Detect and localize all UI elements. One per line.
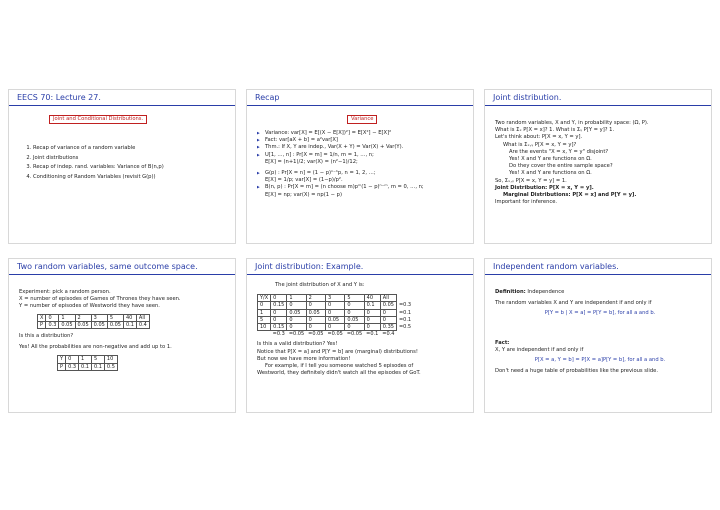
slide-lecture-title: [8, 89, 236, 244]
table-cell: =0.05: [308, 331, 324, 338]
table-cell: 0.1: [91, 363, 104, 370]
table-cell: Y: [58, 356, 66, 363]
table-cell: 0.4: [136, 321, 149, 328]
outline-item: 1. Recap of variance of a random variable: [33, 144, 229, 154]
text-line: Notice that P[X = a] and P[Y = b] are (marginal) distributions!: [257, 348, 418, 355]
table-cell: 0.15: [271, 302, 287, 309]
y-distribution-table: [57, 355, 118, 370]
table-cell: =0.1: [366, 331, 379, 338]
table-cell: =0.05: [288, 331, 305, 338]
intro-text: The joint distribution of X and Y is:: [275, 282, 365, 288]
table-cell: 0: [258, 302, 271, 309]
outline-item: 4. Conditioning of Random Variables (revisit G(p)): [33, 173, 229, 183]
table-cell: 0.3: [66, 363, 79, 370]
topic-box: Joint and Conditional Distributions.: [49, 115, 147, 124]
outline-item: 3. Recap of indep. rand. variables: Variance of B(n,p): [33, 163, 229, 173]
table-cell: 0.05: [306, 309, 325, 316]
recap-line: E[X] = np; var(X) = np(1 − p): [265, 191, 342, 198]
table-cell: 0: [306, 316, 325, 323]
table-row: [258, 324, 414, 331]
table-cell: 0: [380, 309, 396, 316]
table-cell: 0.05: [107, 321, 123, 328]
table-cell: =0.05: [346, 331, 363, 338]
table-cell: 0: [325, 302, 344, 309]
table-cell: 1: [79, 356, 92, 363]
outline-list: [33, 144, 229, 182]
table-cell: 0.05: [91, 321, 107, 328]
table-cell: =0.1: [398, 309, 412, 316]
table-row: [258, 316, 414, 323]
recap-list: [257, 130, 467, 159]
fact-text: X, Y are independent if and only if: [495, 346, 584, 353]
text-line: For example, if I tell you someone watched 5 episodes of: [265, 363, 414, 370]
table-cell: 0: [345, 302, 364, 309]
slide-title: Independent random variables.: [485, 259, 711, 275]
table-cell: =0.3: [398, 302, 412, 309]
table-cell: =0.1: [398, 316, 412, 323]
text-line: Yes! X and Y are functions on Ω.: [509, 170, 592, 177]
slide-title: Recap: [247, 90, 473, 106]
table-cell: 0: [364, 316, 380, 323]
table-cell: 0.05: [325, 316, 344, 323]
text-line: X = number of episodes of Games of Thrones they have seen.: [19, 296, 181, 303]
table-row: [38, 321, 150, 328]
recap-line: E[X] = 1/p; var[X] = (1−p)/p².: [265, 177, 343, 184]
text-line: Important for inference.: [495, 199, 558, 206]
table-cell: 10: [104, 356, 117, 363]
table-cell: 0: [287, 302, 306, 309]
slide-joint-distribution-example: [246, 258, 474, 413]
text-line: Let's think about: P[X = x, Y = y].: [495, 134, 583, 141]
recap-item: ▶ Fact: var[aX + b] = a²var[X]: [257, 137, 467, 144]
table-cell: All: [136, 314, 149, 321]
table-cell: =0.3: [272, 331, 285, 338]
recap-item: ▶ Thm.: If X, Y are indep., Var(X + Y) = Var(X) + Var(Y).: [257, 144, 467, 151]
slide-title: Two random variables, same outcome space.: [9, 259, 235, 275]
table-cell: 0: [325, 309, 344, 316]
question-text: Is this a distribution?: [19, 333, 74, 340]
recap-item: ▶ G(p) : Pr[X = n] = (1 − p)ⁿ⁻¹p, n = 1, 2, …;: [257, 170, 467, 177]
fact-formula: P[X = a, Y = b] = P[X = a]P[Y = b], for all a and b.: [534, 357, 666, 364]
table-cell: P: [38, 321, 46, 328]
table-cell: [396, 331, 413, 338]
table-cell: 10: [258, 324, 271, 331]
table-cell: P: [58, 363, 66, 370]
fact-label: Fact:: [495, 339, 510, 346]
table-cell: 0.05: [287, 309, 306, 316]
table-cell: X: [38, 314, 46, 321]
table-cell: 0: [325, 324, 344, 331]
table-cell: 0: [287, 324, 306, 331]
table-row: [58, 363, 118, 370]
table-cell: =0.4: [382, 331, 395, 338]
table-cell: 0: [306, 302, 325, 309]
text-line: Marginal Distributions: P[X = x] and P[Y = y].: [503, 192, 637, 199]
text-line: Joint Distribution: P[X = x, Y = y].: [495, 184, 594, 191]
table-cell: 0: [380, 316, 396, 323]
table-cell: 0.15: [271, 324, 287, 331]
slide-independent-random-variables: [484, 258, 712, 413]
table-cell: 0.05: [345, 316, 364, 323]
table-cell: 0.05: [75, 321, 91, 328]
table-row: [258, 302, 414, 309]
table-cell: All: [380, 295, 396, 302]
recap-list: [257, 184, 467, 191]
recap-item: ▶ Variance: var[X] = E[(X − E[X])²] = E[X²] − E[X]²: [257, 130, 467, 137]
table-cell: 0: [271, 295, 287, 302]
table-cell: 0: [66, 356, 79, 363]
table-cell: 0: [46, 314, 59, 321]
table-row: [58, 356, 118, 363]
recap-line: E[X] = (n+1)/2; var(X) = (n²−1)/12;: [265, 158, 358, 165]
table-cell: 5: [345, 295, 364, 302]
answer-text: Yes! All the probabilities are non-negative and add up to 1.: [19, 344, 172, 351]
slide-title: EECS 70: Lecture 27.: [9, 90, 235, 106]
table-cell: 0: [271, 309, 287, 316]
text-line: So, Σₓ,ᵧ P[X = x, Y = y] = 1.: [495, 177, 567, 184]
table-cell: Y/X: [258, 295, 271, 302]
text-line: Y = number of episodes of Westworld they have seen.: [19, 303, 160, 310]
table-row: [258, 295, 414, 302]
table-cell: 0: [287, 316, 306, 323]
recap-item: ▶ B(n, p) : Pr[X = m] = (n choose m)pᵐ(1 − p)ⁿ⁻ᵐ, m = 0, …, n;: [257, 184, 467, 191]
table-cell: 1: [258, 309, 271, 316]
table-cell: 0: [364, 309, 380, 316]
slide-two-random-variables: [8, 258, 236, 413]
x-distribution-table: [37, 314, 150, 329]
table-cell: 1: [287, 295, 306, 302]
table-cell: 2: [306, 295, 325, 302]
table-cell: 40: [123, 314, 136, 321]
table-cell: 0: [345, 324, 364, 331]
outline-item: 2. Joint distributions: [33, 154, 229, 164]
slide-joint-distribution: [484, 89, 712, 244]
table-cell: 5: [107, 314, 123, 321]
text-line: Is this a valid distribution? Yes!: [257, 341, 338, 348]
table-cell: 0.1: [79, 363, 92, 370]
table-row: [258, 309, 414, 316]
table-cell: =0.5: [398, 324, 412, 331]
table-cell: 0: [306, 324, 325, 331]
table-cell: 0.5: [104, 363, 117, 370]
table-cell: 0.35: [380, 324, 396, 331]
table-cell: 0.05: [380, 302, 396, 309]
slide-recap: [246, 89, 474, 244]
slide-title: Joint distribution: Example.: [247, 259, 473, 275]
table-cell: 1: [59, 314, 75, 321]
slide-title: Joint distribution.: [485, 90, 711, 106]
table-cell: [396, 295, 413, 302]
table-cell: 5: [258, 316, 271, 323]
table-cell: [258, 331, 271, 338]
table-cell: 2: [75, 314, 91, 321]
text-line: Two random variables, X and Y, in probability space: (Ω, P).: [495, 120, 649, 126]
table-row: [258, 331, 414, 338]
topic-box: Variance: [347, 115, 377, 124]
table-cell: 0: [345, 309, 364, 316]
text-line: Yes! X and Y are functions on Ω.: [509, 156, 592, 163]
text-line: What is Σₓ,ᵧ P[X = x, Y = y]?: [503, 141, 577, 148]
table-cell: 3: [325, 295, 344, 302]
text-line: Do they cover the entire sample space?: [509, 163, 613, 170]
text-line: Westworld, they definitely didn't watch all the episodes of GoT.: [257, 370, 421, 377]
recap-list: [257, 170, 467, 177]
text-line: What is Σₓ P[X = x]? 1. What is Σᵧ P[Y = y]? 1.: [495, 127, 615, 134]
table-cell: 0.05: [59, 321, 75, 328]
definition-formula: P[Y = b | X = a] = P[Y = b], for all a and b.: [544, 310, 656, 317]
table-cell: 5: [91, 356, 104, 363]
definition-title: Independence: [527, 289, 565, 295]
closing-text: Don't need a huge table of probabilities like the previous slide.: [495, 368, 658, 375]
table-cell: =0.05: [327, 331, 343, 338]
text-line: Experiment: pick a random person.: [19, 289, 111, 295]
definition-label: Definition:: [495, 289, 526, 295]
table-cell: 0: [364, 324, 380, 331]
joint-distribution-table: [257, 294, 414, 337]
table-cell: 0.1: [123, 321, 136, 328]
definition-text: The random variables X and Y are independent if and only if: [495, 300, 652, 307]
table-row: [38, 314, 150, 321]
table-cell: 0.3: [46, 321, 59, 328]
recap-item: ▶ U[1, …, n] : Pr[X = m] = 1/n, m = 1, …, n;: [257, 152, 467, 159]
table-cell: 3: [91, 314, 107, 321]
table-cell: 0.1: [364, 302, 380, 309]
table-cell: 0: [271, 316, 287, 323]
table-cell: 40: [364, 295, 380, 302]
text-line: Are the events "X = x, Y = y" disjoint?: [509, 148, 609, 155]
text-line: But now we have more information!: [257, 355, 351, 362]
